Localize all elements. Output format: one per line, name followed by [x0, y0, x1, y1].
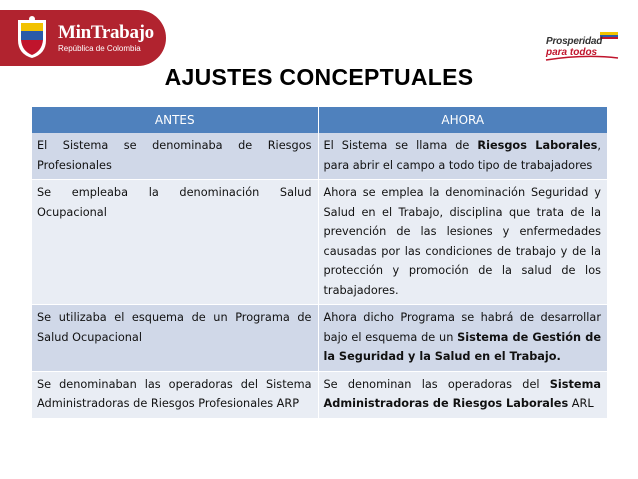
column-header-ahora: AHORA: [318, 107, 607, 133]
cell-text: Ahora dicho Programa se habrá de desarrollar bajo el esquema de un: [323, 311, 601, 344]
prosperidad-logo: [544, 30, 622, 64]
cell-ahora: [318, 371, 607, 418]
cell-antes: Se utilizaba el esquema de un Programa de Salud Ocupacional: [32, 305, 318, 372]
prosperidad-line2: para todos: [546, 47, 598, 58]
cell-bold-text: Sistema Administradoras de Riesgos Laborales: [323, 377, 601, 410]
coat-of-arms-icon: [14, 16, 50, 60]
comparison-table: [32, 107, 607, 418]
cell-ahora: [318, 305, 607, 372]
cell-ahora: [318, 133, 607, 180]
cell-text: ARL: [568, 397, 594, 410]
logo-title: MinTrabajo: [58, 21, 154, 43]
table-row: [32, 133, 607, 180]
cell-ahora: [318, 180, 607, 305]
cell-bold-text: Sistema de Gestión de la Seguridad y la Salud en el Trabajo.: [323, 330, 601, 363]
mintrabajo-logo: [0, 10, 166, 66]
table-row: [32, 371, 607, 418]
cell-text: El Sistema se llama de: [323, 139, 478, 152]
cell-antes: Se denominaban las operadoras del Sistema Administradoras de Riesgos Profesionales ARP: [32, 371, 318, 418]
cell-antes: El Sistema se denominaba de Riesgos Profesionales: [32, 133, 318, 180]
table-row: [32, 305, 607, 372]
cell-text: , para abrir el campo a todo tipo de trabajadores: [323, 139, 601, 172]
header-band: [0, 0, 638, 70]
cell-text: Se denominan las operadoras del: [323, 377, 550, 391]
prosperidad-line1: Prosperidad: [546, 36, 603, 47]
logo-subtitle: República de Colombia: [58, 43, 141, 53]
cell-antes: Se empleaba la denominación Salud Ocupacional: [32, 180, 318, 305]
table-header-row: [32, 107, 607, 133]
cell-bold-text: Riesgos Laborales: [477, 139, 598, 152]
page-title: AJUSTES CONCEPTUALES: [164, 64, 474, 90]
table-row: [32, 180, 607, 305]
cell-text: Ahora se emplea la denominación Seguridad y Salud en el Trabajo, disciplina que trata de la prevención de las lesiones y enfermedades causadas por las condiciones de trabajo y de la protección y promoción de la salud de los trabajadores.: [323, 186, 601, 297]
column-header-antes: ANTES: [32, 107, 318, 133]
